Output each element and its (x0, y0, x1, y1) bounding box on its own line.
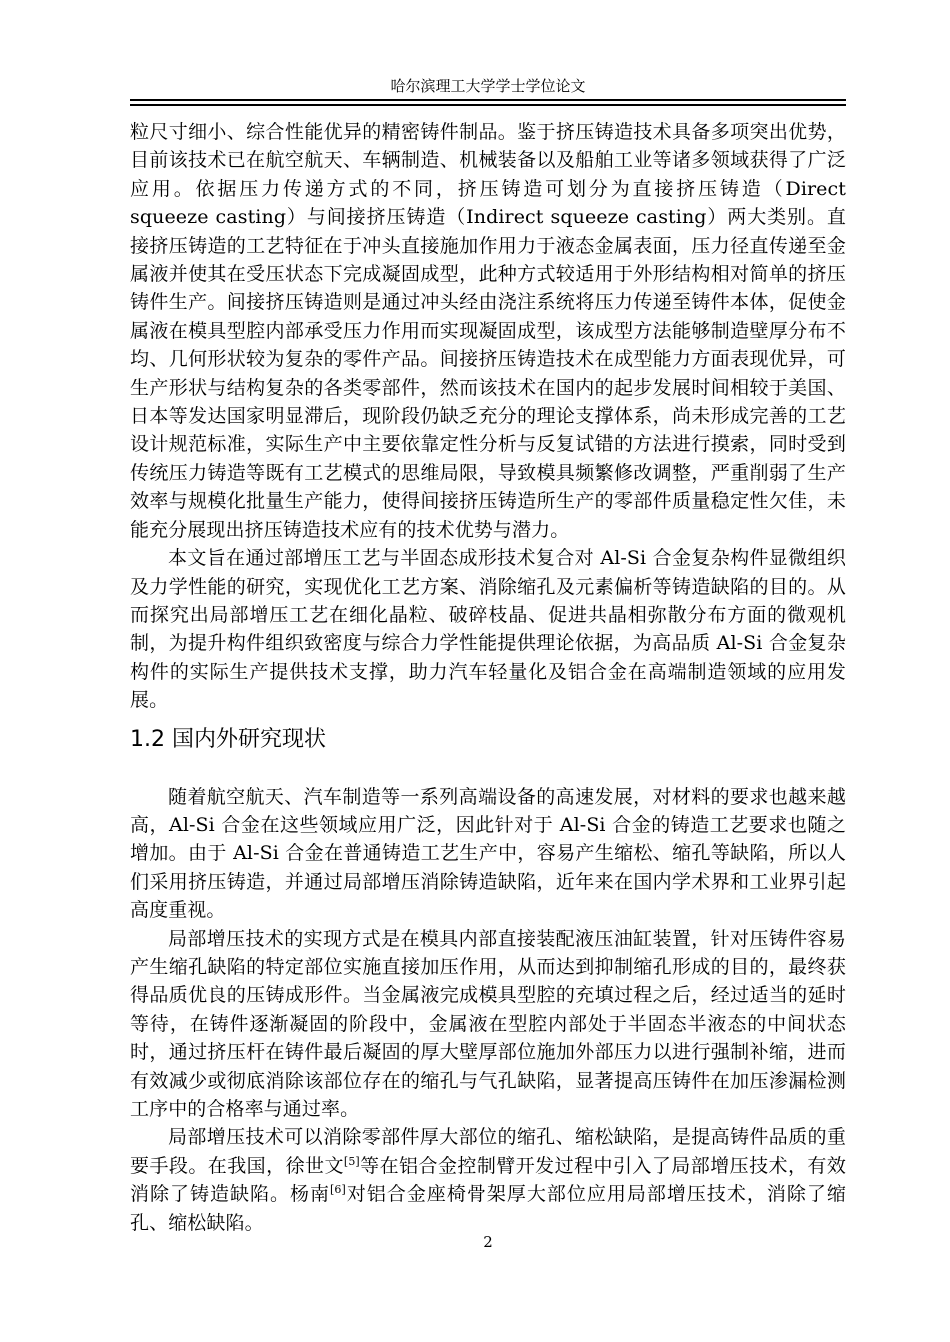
header-rule-top (130, 99, 846, 101)
paragraph: 随着航空航天、汽车制造等一系列高端设备的高速发展，对材料的要求也越来越高，Al-Si 合金在这些领域应用广泛，因此针对于 Al-Si 合金的铸造工艺要求也随之增加。由于 Al-Si 合金在普通铸造工艺生产中，容易产生缩松、缩孔等缺陷，所以人们采用挤压铸造，并通过局部增压消除铸造缺陷，近年来在国内学术界和工业界引起高度重视。 (130, 785, 846, 922)
paragraph-text: 等在铝合金控制臂开发过程中引入了局部增压技术，有效消除了铸造缺陷。杨南 (130, 1154, 846, 1206)
running-header: 哈尔滨理工大学学士学位论文 (390, 77, 586, 95)
paragraph: 本文旨在通过部增压工艺与半固态成形技术复合对 Al-Si 合金复杂构件显微组织及力学性能的研究，实现优化工艺方案、消除缩孔及元素偏析等铸造缺陷的目的。从而探究出局部增压工艺在细化晶粒、破碎枝晶、促进共晶相弥散分布方面的微观机制，为提升构件组织致密度与综合力学性能提供理论依据，为高品质 Al-Si 合金复杂构件的实际生产提供技术支撑，助力汽车轻量化及铝合金在高端制造领域的应用发展。 (130, 547, 846, 712)
paragraph: 局部增压技术的实现方式是在模具内部直接装配液压油缸装置，针对压铸件容易产生缩孔缺陷的特定部位实施直接加压作用，从而达到抑制缩孔形成的目的，最终获得品质优良的压铸成形件。当金属液完成模具型腔的充填过程之后，经过适当的延时等待，在铸件逐渐凝固的阶段中，金属液在型腔内部处于半固态半液态的中间状态时，通过挤压杆在铸件最后凝固的厚大壁厚部位施加外部压力以进行强制补缩，进而有效减少或彻底消除该部位存在的缩孔与气孔缺陷，显著提高压铸件在加压渗漏检测工序中的合格率与通过率。 (130, 927, 846, 1120)
section-heading: 1.2 国内外研究现状 (130, 726, 326, 752)
paragraph-text: 对铝合金座椅骨架厚大部位应用局部增压技术，消除了缩孔、缩松缺陷。 (130, 1183, 846, 1234)
paragraph-text: 局部增压技术可以消除零部件厚大部位的缩孔、缩松缺陷，是提高铸件品质的重要手段。在我国，徐世文 (130, 1126, 846, 1177)
paragraph (130, 1123, 846, 1237)
citation-reference[interactable]: [6] (330, 1183, 346, 1197)
paragraph: 粒尺寸细小、综合性能优异的精密铸件制品。鉴于挤压铸造技术具备多项突出优势，目前该技术已在航空航天、车辆制造、机械装备以及船舶工业等诸多领域获得了广泛应用。依据压力传递方式的不同，挤压铸造可划分为直接挤压铸造（Direct squeeze casting）与间接挤压铸造（Indirect squeeze casting）两大类别。直接挤压铸造的工艺特征在于冲头直接施加作用力于液态金属表面，压力径直传递至金属液并使其在受压状态下完成凝固成型，此种方式较适用于外形结构相对简单的挤压铸件生产。间接挤压铸造则是通过冲头经由浇注系统将压力传递至铸件本体，促使金属液在模具型腔内部承受压力作用而实现凝固成型，该成型方法能够制造壁厚分布不均、几何形状较为复杂的零件产品。间接挤压铸造技术在成型能力方面表现优异，可生产形状与结构复杂的各类零部件，然而该技术在国内的起步发展时间相较于美国、日本等发达国家明显滞后，现阶段仍缺乏充分的理论支撑体系，尚未形成完善的工艺设计规范标准，实际生产中主要依靠定性分析与反复试错的方法进行摸索，同时受到传统压力铸造等既有工艺模式的思维局限，导致模具频繁修改调整，严重削弱了生产效率与规模化批量生产能力，使得间接挤压铸造所生产的零部件质量稳定性欠佳，未能充分展现出挤压铸造技术应有的技术优势与潜力。 (130, 121, 846, 541)
citation-reference[interactable]: [5] (343, 1154, 360, 1168)
header-rule-bottom (130, 104, 846, 106)
page-number: 2 (483, 1233, 493, 1251)
page-body (130, 118, 846, 1237)
